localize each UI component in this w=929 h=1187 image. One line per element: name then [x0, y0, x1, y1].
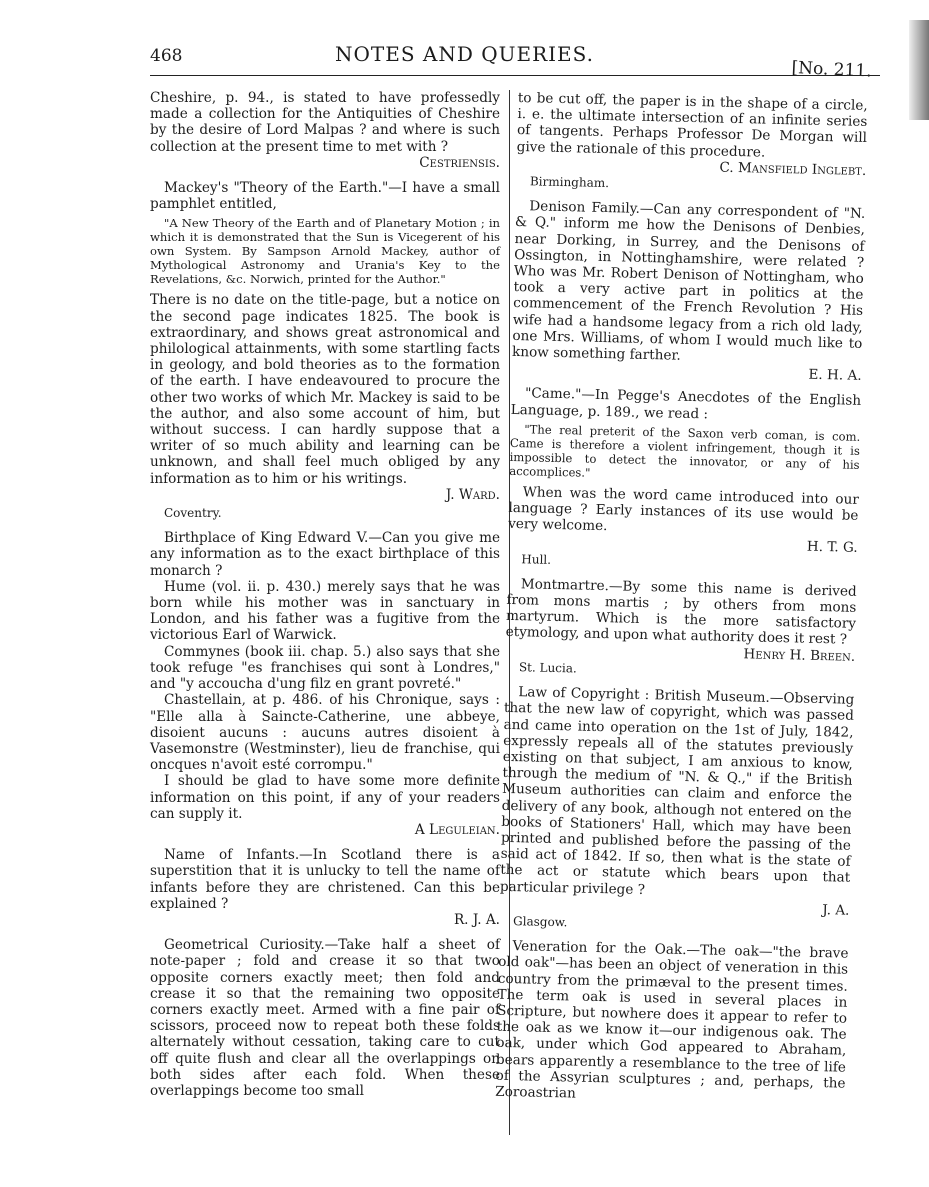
- header-rule: [150, 75, 880, 76]
- entry-text: to be cut off, the paper is in the shape of a circle, i. e. the ultimate intersection of an infinite series of tangents. Perhaps Professor De Morgan will give the rationale of this procedure.: [516, 90, 868, 161]
- signature: J. Ward.: [445, 486, 500, 503]
- entry-text: Montmartre.—By some this name is derived from mons martis ; by others from mons martyrum. Which is the more satisfactory etymology, and upon what authority does it rest ?: [505, 576, 857, 649]
- entry-birthplace: [150, 530, 500, 838]
- page-edge-shadow: [909, 20, 929, 120]
- place-name: Coventry.: [164, 506, 222, 521]
- entry-denison: [512, 198, 866, 384]
- entry-text: Law of Copyright : British Museum.—Observing that the new law of copyright, which was passed and came into operation on the 1st of July, 1842, expressly repeals all of the statutes previously existing on that subject, I am anxious to know, through the medium of "N. & Q.," if the British Museum authorities can claim and enforce the delivery of any book, although not entered on the books of Stationers' Hall, which may have been printed and published before the passing of the said act of 1842. If so, then what is the state of the act or statute which bears upon that particular privilege ?: [499, 684, 855, 898]
- entry-text: Cheshire, p. 94., is stated to have professedly made a collection for the Antiquities of Cheshire by the desire of Lord Malpas ? and where is such collection at the present time to met with ?: [150, 90, 500, 155]
- entry-text: Name of Infants.—In Scotland there is a superstition that it is unlucky to tell the name of infants before they are christened. Can this be explained ?: [150, 847, 500, 912]
- right-column: [495, 90, 868, 1117]
- left-column: [150, 90, 500, 1108]
- entry-oak: [495, 938, 849, 1108]
- entry-text: There is no date on the title-page, but a notice on the second page indicates 1825. The book is extraordinary, and shows great astronomical and philological attainments, with some startling facts in geology, and bold theories as to the formation of the earth. I have endeavoured to procure the other two works of which Mr. Mackey is said to be the author, and also some account of him, but without success. I can hardly suppose that a writer of so much ability and learning can be unknown, and shall feel much obliged by any information as to him or his writings.: [150, 292, 500, 487]
- place-name: Birmingham.: [529, 174, 610, 191]
- place-name: Glasgow.: [512, 914, 568, 930]
- entry-heading-text: "Came."—In Pegge's Anecdotes of the English Language, p. 189., we read :: [510, 385, 862, 423]
- entry-paragraph: Hume (vol. ii. p. 430.) merely says that he was born while his mother was in sanctuary in London, and his father was a fugitive from the victorious Earl of Warwick.: [150, 578, 500, 644]
- entry-text: Denison Family.—Can any correspondent of "N. & Q." inform me how the Denisons of Denbies, near Dorking, in Surrey, and the Denisons of Ossington, in Nottinghamshire, were related ? Who was Mr. Robert Denison of Nottingham, who took a very active part in politics at the commencement of the French Revolution ? His wife had a handsome legacy from a rich old lady, one Mrs. Williams, of whom I would much like to know something farther.: [511, 198, 866, 364]
- signature: Henry H. Breen.: [743, 645, 856, 665]
- place-name: Hull.: [521, 551, 552, 567]
- issue-number: [No. 211.: [791, 58, 873, 82]
- entry-heading-text: Mackey's "Theory of the Earth."—I have a small pamphlet entitled,: [150, 180, 500, 213]
- entry-text: Birthplace of King Edward V.—Can you give me any information as to the exact birthplace of this monarch ?: [150, 530, 500, 579]
- entry-came: [507, 385, 861, 574]
- signature: A Leguleian.: [414, 821, 500, 838]
- entry-text: When was the word came introduced into our language ? Early instances of its use would be very welcome.: [507, 484, 859, 535]
- entry-text: Veneration for the Oak.—The oak—"the brave old oak"—has been an object of veneration in this country from the primæval to the present times. The term oak is used in several places in Scripture, but nowhere does it appear to refer to the oak as we know it—our indigenous oak. The oak, under which God appeared to Abraham, bears apparently a resemblance to the tree of life of the Assyrian sculptures ; and, perhaps, the Zoroastrian: [495, 938, 849, 1102]
- running-title: NOTES AND QUERIES.: [335, 42, 594, 66]
- entry-mackey: [150, 180, 500, 521]
- entry-cheshire: [150, 90, 500, 171]
- signature: Cestriensis.: [419, 154, 500, 171]
- signature: E. H. A.: [808, 366, 862, 385]
- entry-paragraph: Commynes (book iii. chap. 5.) also says that she took refuge "es franchises qui sont à Londres," and "y accoucha d'ung filz en grant povreté.": [150, 643, 500, 693]
- entry-paragraph: Chastellain, at p. 486. of his Chronique, says : "Elle alla à Saincte-Catherine, une abbeye, disoient aucuns : aucuns autres disoient à Vasemonstre (Westminster), lieu de franchise, qui oncques n'avoit esté corrompu.": [150, 692, 500, 774]
- block-quote: "The real preterit of the Saxon verb coman, is com. Came is therefore a violent infringement, though it is impossible to detect the innovator, or any of his accomplices.": [509, 422, 861, 480]
- place-name: St. Lucia.: [518, 660, 577, 676]
- signature: H. T. G.: [806, 539, 858, 557]
- page-number: 468: [150, 46, 183, 66]
- entry-text: Geometrical Curiosity.—Take half a sheet of note-paper ; fold and crease it so that two opposite corners exactly meet; then fold and crease it so that the remaining two opposite corners exactly meet. Armed with a fine pair of scissors, proceed now to repeat both these folds alternately without cessation, taking care to cut off quite flush and clear all the overlappings on both sides after each fold. When these overlappings become too small: [150, 937, 500, 1099]
- block-quote: "A New Theory of the Earth and of Planetary Motion ; in which it is demonstrated that the Sun is Vicegerent of his own System. By Sampson Arnold Mackey, author of Mythological Astronomy and Urania's Key to the Revelations, &c. Norwich, printed for the Author.": [150, 216, 500, 287]
- signature: C. Mansfield Inglebt.: [719, 159, 867, 179]
- signature: R. J. A.: [453, 911, 500, 928]
- entry-geometrical-continued: [516, 90, 868, 197]
- entry-geometrical: [150, 937, 500, 1099]
- entry-infants: [150, 847, 500, 928]
- signature: J. A.: [822, 901, 850, 919]
- entry-montmartre: [505, 576, 857, 683]
- entry-paragraph: I should be glad to have some more definite information on this point, if any of your readers can supply it.: [150, 773, 500, 822]
- entry-copyright: [499, 684, 854, 937]
